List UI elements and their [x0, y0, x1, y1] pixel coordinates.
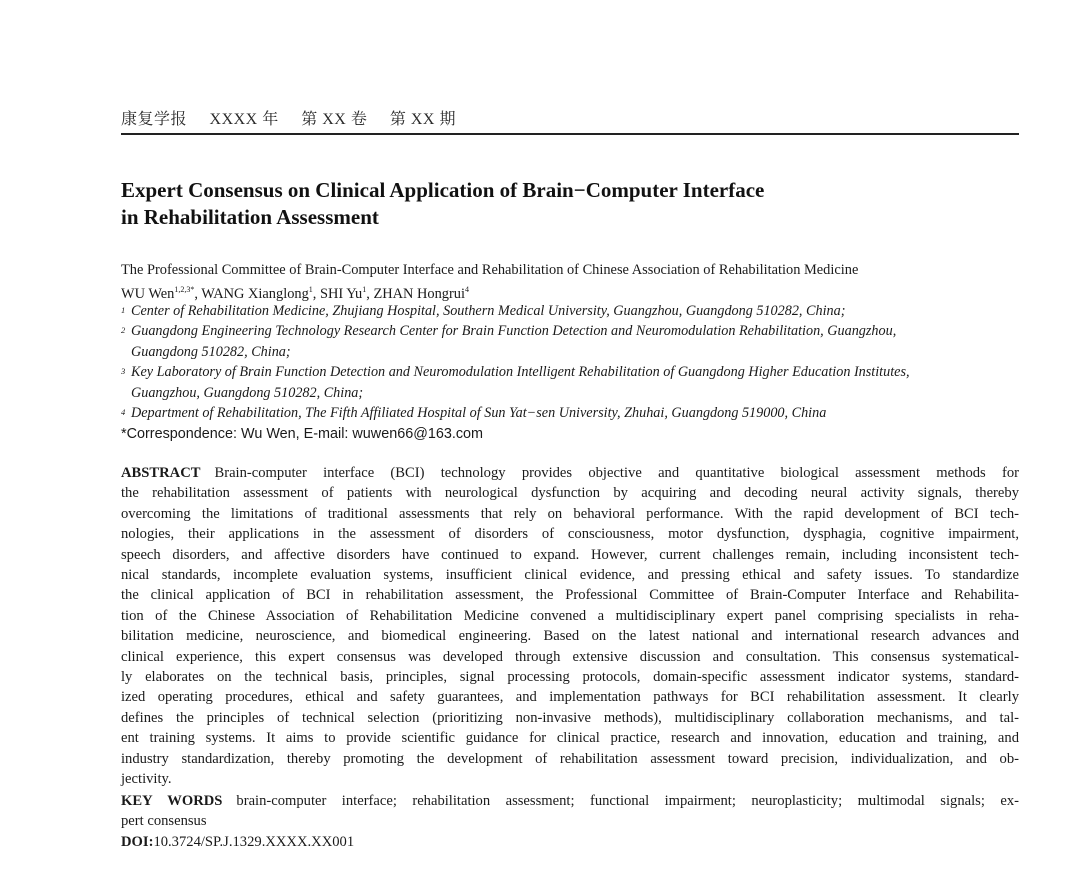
- abstract-text: tion of the Chinese Association of Rehabilitation Medicine convened a multidisciplinary expert panel comprising specialists in reha-: [121, 607, 1019, 624]
- journal-volume: 第 XX 卷: [301, 111, 368, 128]
- affiliation-line: Department of Rehabilitation, The Fifth Affiliated Hospital of Sun Yat−sen University, Zhuhai, Guangdong 519000, China: [131, 405, 827, 422]
- doi-value[interactable]: 10.3724/SP.J.1329.XXXX.XX001: [153, 834, 355, 850]
- paper-title: [121, 177, 1019, 231]
- title-line-1: Expert Consensus on Clinical Application of Brain−Computer Interface: [121, 178, 765, 202]
- abstract-text: speech disorders, and affective disorders have continued to expand. However, current challenges remain, including inconsistent tech-: [121, 546, 1019, 563]
- keywords-label: KEY WORDS: [121, 793, 223, 809]
- title-line-2: in Rehabilitation Assessment: [121, 205, 379, 229]
- abstract-text: nical standards, incomplete evaluation systems, insufficient clinical evidence, and pressing ethical and safety issues. To standardize: [121, 567, 1019, 584]
- journal-header: [121, 106, 1019, 129]
- abstract-line: [121, 769, 1019, 789]
- journal-name: 康复学报: [121, 111, 188, 128]
- abstract-text: nologies, their applications in the assessment of disorders of consciousness, motor dysfunction, dysphagia, cognitive impairment,: [121, 526, 1019, 543]
- affiliation-item: [121, 403, 1019, 423]
- abstract: [121, 463, 1019, 790]
- abstract-text: ized operating procedures, ethical and safety guarantees, and implementation pathways for BCI rehabilitation assessment. It clearly: [121, 689, 1019, 706]
- doi-label: DOI:: [121, 834, 154, 850]
- author-affil-marker: 1: [308, 285, 313, 294]
- author-name: SHI Yu: [319, 286, 363, 302]
- abstract-line: [121, 708, 1019, 728]
- abstract-line: [121, 585, 1019, 605]
- abstract-line: [121, 626, 1019, 646]
- author-separator: ,: [366, 286, 374, 302]
- abstract-line: [121, 687, 1019, 707]
- affiliation-line: Guangdong 510282, China;: [131, 343, 291, 360]
- author-name: ZHAN Hongrui: [373, 286, 465, 302]
- affiliation-item: [121, 362, 1019, 403]
- abstract-line: [121, 504, 1019, 524]
- abstract-label: ABSTRACT: [121, 465, 201, 481]
- header-rule: [121, 133, 1019, 135]
- author-affil-marker: 4: [464, 285, 469, 294]
- author-affil-marker: 1,2,3*: [174, 285, 195, 294]
- abstract-line: [121, 667, 1019, 687]
- keywords-line: [121, 791, 1019, 811]
- abstract-text: ly elaborates on the technical basis, principles, signal processing protocols, domain-specific assessment indicator systems, standard-: [121, 669, 1019, 686]
- keywords: [121, 791, 1019, 832]
- journal-year: XXXX 年: [209, 111, 279, 128]
- affiliation-item: [121, 301, 1019, 321]
- journal-issue: 第 XX 期: [389, 111, 456, 128]
- affiliation-line: Center of Rehabilitation Medicine, Zhujiang Hospital, Southern Medical University, Guangzhou, Guangdong 510282, China;: [131, 303, 846, 319]
- affiliation-number: 4: [121, 407, 126, 418]
- affiliation-list: [121, 301, 1019, 423]
- abstract-text: overcoming the limitations of traditional assessments that rely on behavioral performance. With the rapid development of BCI tech-: [121, 505, 1019, 522]
- author-affil-marker: 1: [362, 285, 367, 294]
- author-separator: ,: [312, 286, 320, 302]
- abstract-line: [121, 565, 1019, 585]
- keywords-text: pert consensus: [121, 813, 207, 830]
- affiliation-line: Guangzhou, Guangdong 510282, China;: [131, 384, 364, 401]
- abstract-text: the clinical application of BCI in rehabilitation assessment, the Professional Committee of Brain-Computer Interface and Rehabilita-: [121, 587, 1019, 604]
- abstract-line: [121, 545, 1019, 565]
- author-separator: ,: [194, 286, 202, 302]
- abstract-text: defines the principles of technical selection (prioritizing non-invasive methods), multidisciplinary collaboration mechanisms, and tal-: [121, 709, 1019, 726]
- abstract-text: bilitation medicine, neuroscience, and biomedical engineering. Based on the latest national and international research advances and: [121, 628, 1019, 645]
- abstract-line: [121, 647, 1019, 667]
- affiliation-item: [121, 321, 1019, 362]
- keywords-text: brain-computer interface; rehabilitation assessment; functional impairment; neuroplasticity; multimodal signals; ex-: [236, 793, 1019, 809]
- abstract-line: [121, 483, 1019, 503]
- abstract-text: the rehabilitation assessment of patients with neurological dysfunction by acquiring and decoding neural activity signals, thereby: [121, 485, 1019, 502]
- abstract-text: jectivity.: [121, 771, 172, 788]
- abstract-text: Brain-computer interface (BCI) technology provides objective and quantitative biological assessment methods for: [214, 465, 1019, 481]
- abstract-line: [121, 606, 1019, 626]
- abstract-text: industry standardization, thereby promoting the development of rehabilitation assessment toward precision, individualization, and ob-: [121, 750, 1019, 767]
- doi: [121, 832, 1019, 852]
- affiliation-number: 2: [121, 325, 126, 336]
- abstract-line: [121, 524, 1019, 544]
- author-name: WANG Xianglong: [201, 286, 309, 302]
- keywords-line: [121, 811, 1019, 831]
- abstract-line: [121, 463, 1019, 483]
- affiliation-number: 3: [121, 366, 126, 377]
- affiliation-number: 1: [121, 305, 126, 315]
- author-name: WU Wen: [121, 286, 175, 302]
- abstract-line: [121, 749, 1019, 769]
- correspondence: *Correspondence: Wu Wen, E-mail: wuwen66@163.com: [121, 426, 484, 442]
- abstract-line: [121, 728, 1019, 748]
- abstract-text: ent training systems. It aims to provide scientific guidance for clinical practice, research and innovation, education and training, and: [121, 730, 1019, 747]
- affiliation-line: Key Laboratory of Brain Function Detection and Neuromodulation Intelligent Rehabilitation of Guangdong Higher Education Institutes,: [131, 364, 910, 381]
- affiliation-line: Guangdong Engineering Technology Research Center for Brain Function Detection and Neuromodulation Rehabilitation, Guangzhou,: [131, 323, 897, 340]
- abstract-text: clinical experience, this expert consensus was developed through extensive discussion and consultation. This consensus systematical-: [121, 648, 1019, 665]
- committee-author: The Professional Committee of Brain-Computer Interface and Rehabilitation of Chinese Association of Rehabilitation Medicine: [121, 262, 859, 278]
